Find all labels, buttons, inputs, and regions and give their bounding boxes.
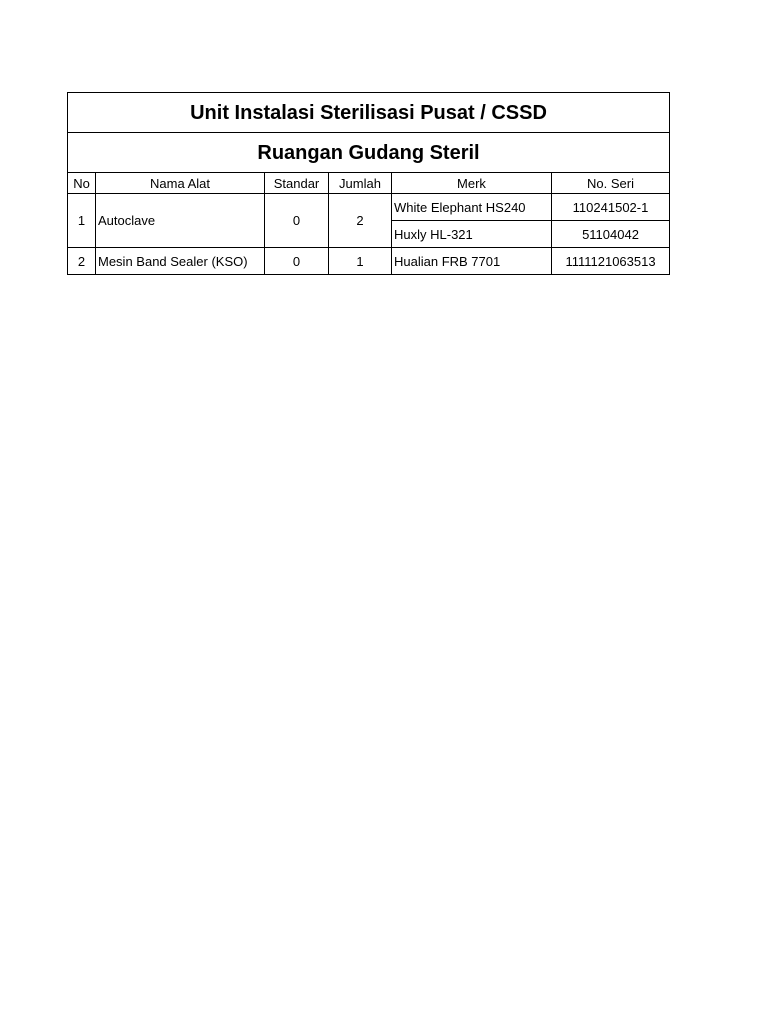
row-no-seri: 110241502-1 xyxy=(552,194,670,221)
row-no-seri: 1111121063513 xyxy=(552,248,670,275)
row-no: 1 xyxy=(68,194,96,248)
header-standar: Standar xyxy=(265,173,329,194)
row-nama-alat: Mesin Band Sealer (KSO) xyxy=(96,248,265,275)
header-no: No xyxy=(68,173,96,194)
table-row xyxy=(68,194,670,221)
row-merk: Hualian FRB 7701 xyxy=(392,248,552,275)
subtitle-row xyxy=(68,133,670,173)
inventory-table xyxy=(67,92,670,275)
row-jumlah: 2 xyxy=(329,194,392,248)
room-title: Ruangan Gudang Steril xyxy=(68,133,670,173)
row-jumlah: 1 xyxy=(329,248,392,275)
row-standar: 0 xyxy=(265,194,329,248)
header-no-seri: No. Seri xyxy=(552,173,670,194)
header-nama-alat: Nama Alat xyxy=(96,173,265,194)
row-merk: Huxly HL-321 xyxy=(392,221,552,248)
document-title: Unit Instalasi Sterilisasi Pusat / CSSD xyxy=(68,93,670,133)
row-nama-alat: Autoclave xyxy=(96,194,265,248)
header-row xyxy=(68,173,670,194)
row-standar: 0 xyxy=(265,248,329,275)
row-merk: White Elephant HS240 xyxy=(392,194,552,221)
header-merk: Merk xyxy=(392,173,552,194)
title-row xyxy=(68,93,670,133)
row-no: 2 xyxy=(68,248,96,275)
table-row xyxy=(68,248,670,275)
header-jumlah: Jumlah xyxy=(329,173,392,194)
row-no-seri: 51104042 xyxy=(552,221,670,248)
